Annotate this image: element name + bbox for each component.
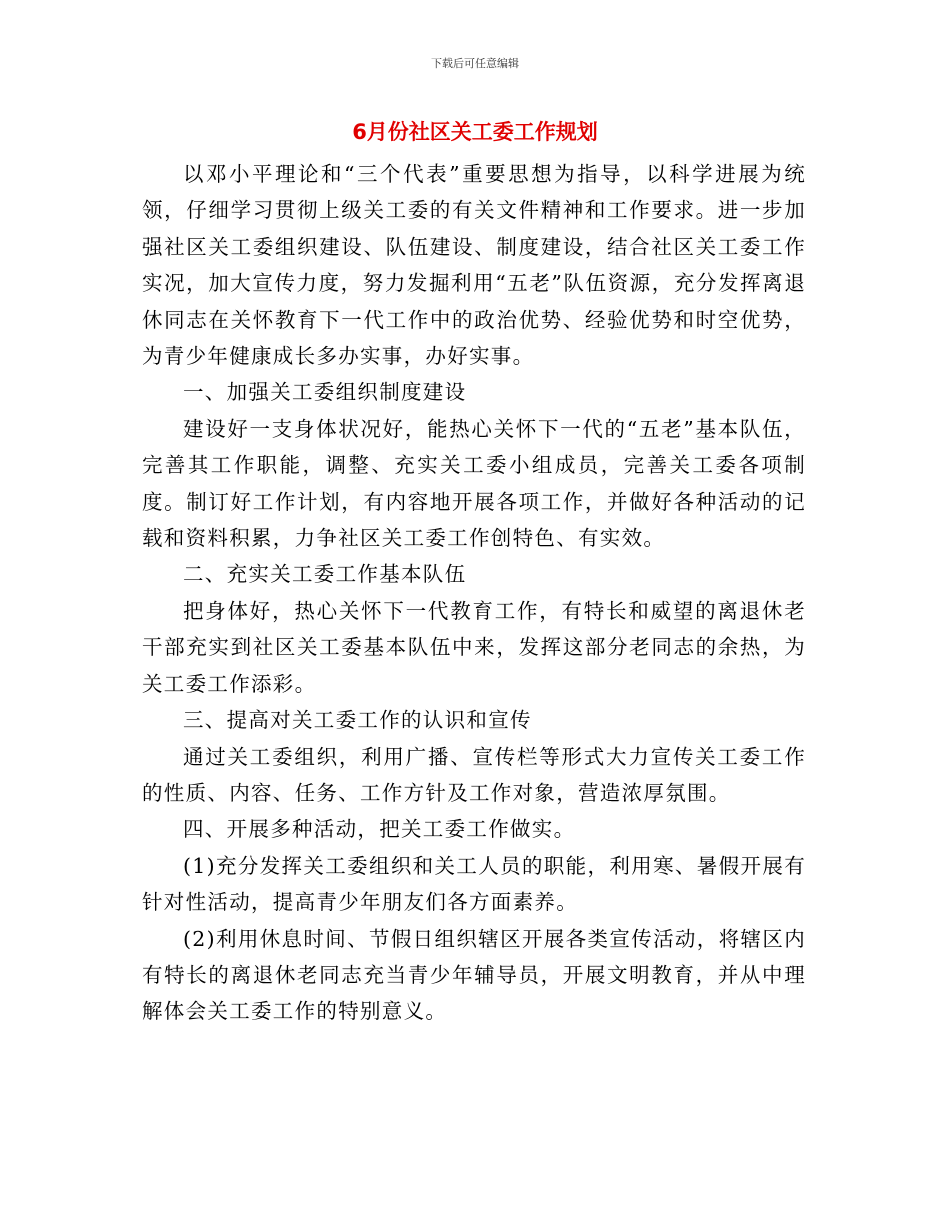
paragraph-section-2: 把身体好，热心关怀下一代教育工作，有特长和威望的离退休老干部充实到社区关工委基本队伍中来，发挥这部分老同志的余热，为关工委工作添彩。 <box>142 598 806 696</box>
section-heading-4: 四、开展多种活动，把关工委工作做实。 <box>183 817 576 842</box>
document-title: 6月份社区关工委工作规划 <box>352 120 598 144</box>
document-body <box>142 156 806 1030</box>
paragraph-intro: 以邓小平理论和“三个代表”重要思想为指导，以科学进展为统领，仔细学习贯彻上级关工委的有关文件精神和工作要求。进一步加强社区关工委组织建设、队伍建设、制度建设，结合社区关工委工作实况，加大宣传力度，努力发掘利用“五老”队伍资源，充分发挥离退休同志在关怀教育下一代工作中的政治优势、经验优势和时空优势，为青少年健康成长多办实事，办好实事。 <box>142 162 806 369</box>
header-note: 下载后可任意编辑 <box>431 57 519 70</box>
list-item-2: (2)利用休息时间、节假日组织辖区开展各类宣传活动，将辖区内有特长的离退休老同志充当青少年辅导员，开展文明教育，并从中理解体会关工委工作的特别意义。 <box>142 926 806 1024</box>
paragraph-section-3: 通过关工委组织，利用广播、宣传栏等形式大力宣传关工委工作的性质、内容、任务、工作方针及工作对象，营造浓厚氛围。 <box>142 744 806 805</box>
section-heading-2: 二、充实关工委工作基本队伍 <box>183 562 467 587</box>
section-heading-1: 一、加强关工委组织制度建设 <box>183 380 467 405</box>
section-heading-3: 三、提高对关工委工作的认识和宣传 <box>183 708 532 733</box>
list-item-1: (1)充分发挥关工委组织和关工人员的职能，利用寒、暑假开展有针对性活动，提高青少年朋友们各方面素养。 <box>142 853 806 915</box>
paragraph-section-1: 建设好一支身体状况好，能热心关怀下一代的“五老”基本队伍，完善其工作职能，调整、充实关工委小组成员，完善关工委各项制度。制订好工作计划，有内容地开展各项工作，并做好各种活动的记载和资料积累，力争社区关工委工作创特色、有实效。 <box>142 416 806 551</box>
